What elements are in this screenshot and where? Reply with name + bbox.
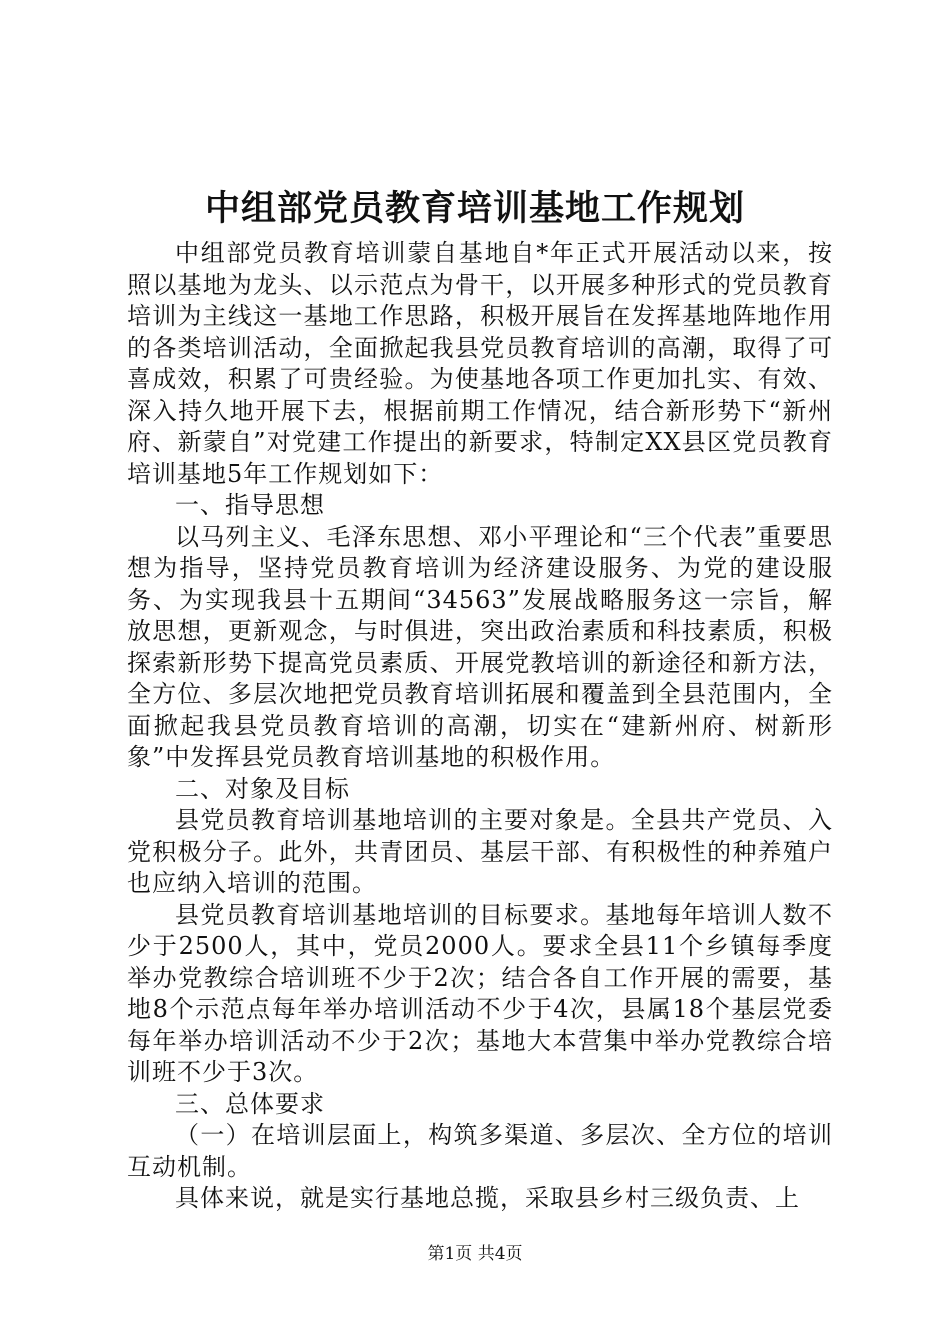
- paragraph-intro: 中组部党员教育培训蒙自基地自*年正式开展活动以来，按照以基地为龙头、以示范点为骨干，以开展多种形式的党员教育培训为主线这一基地工作思路，积极开展旨在发挥基地阵地作用的各类培训活动，全面掀起我县党员教育培训的高潮，取得了可喜成效，积累了可贵经验。为使基地各项工作更加扎实、有效、深入持久地开展下去，根据前期工作情况，结合新形势下“新州府、新蒙自”对党建工作提出的新要求，特制定XX县区党员教育培训基地5年工作规划如下：: [127, 239, 833, 488]
- document-title: 中组部党员教育培训基地工作规划: [204, 189, 745, 229]
- section-heading-guiding-thought: 一、指导思想: [175, 491, 325, 519]
- subsection-heading-training-level: （一）在培训层面上，构筑多渠道、多层次、全方位的培训互动机制。: [127, 1121, 833, 1181]
- paragraph-guiding-thought: 以马列主义、毛泽东思想、邓小平理论和“三个代表”重要思想为指导，坚持党员教育培训为经济建设服务、为党的建设服务、为实现我县十五期间“34563”发展战略服务这一宗旨，解放思想，更新观念，与时俱进，突出政治素质和科技素质，积极探索新形势下提高党员素质、开展党教培训的新途径和新方法，全方位、多层次地把党员教育培训拓展和覆盖到全县范围内，全面掀起我县党员教育培训的高潮，切实在“建新州府、树新形象”中发挥县党员教育培训基地的积极作用。: [127, 522, 833, 771]
- paragraph-targets-objects: 县党员教育培训基地培训的主要对象是。全县共产党员、入党积极分子。此外，共青团员、基层干部、有积极性的种养殖户也应纳入培训的范围。: [127, 806, 833, 897]
- document-body: [127, 238, 833, 1215]
- section-heading-requirements: 三、总体要求: [175, 1089, 325, 1118]
- page-number-footer: 第1页 共4页: [427, 1244, 523, 1264]
- section-heading-targets: 二、对象及目标: [175, 774, 350, 803]
- paragraph-targets-goals: 县党员教育培训基地培训的目标要求。基地每年培训人数不少于2500人，其中，党员2000人。要求全县11个乡镇每季度举办党教综合培训班不少于2次；结合各自工作开展的需要，基地8个示范点每年举办培训活动不少于4次，县属18个基层党委每年举办培训活动不少于2次；基地大本营集中举办党教综合培训班不少于3次。: [127, 900, 833, 1086]
- paragraph-specifics: 具体来说，就是实行基地总揽，采取县乡村三级负责、上: [175, 1184, 800, 1212]
